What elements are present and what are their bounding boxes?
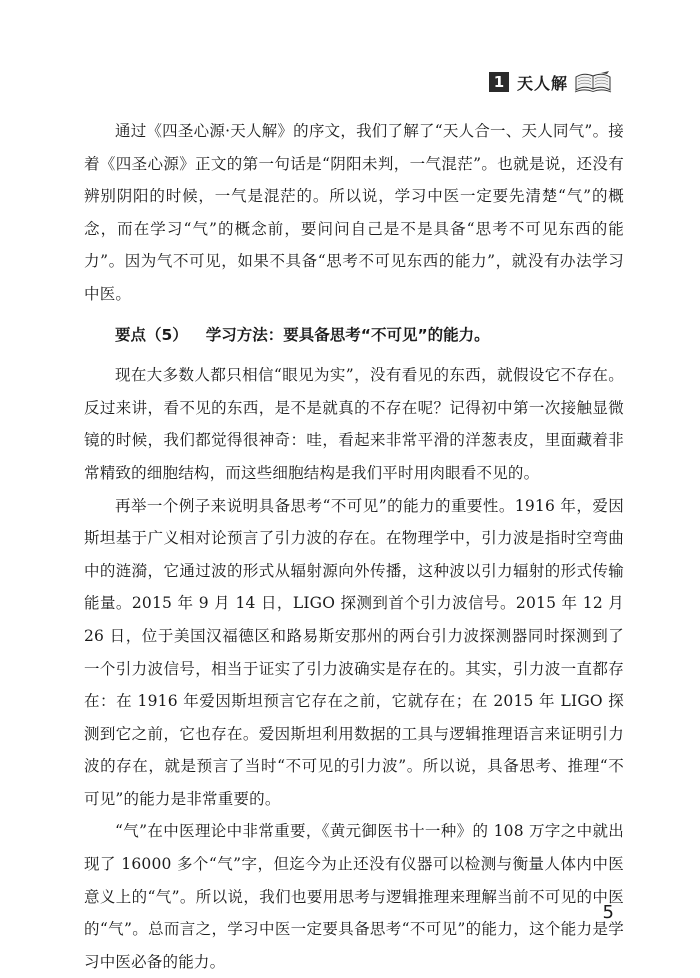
page-number: 5: [602, 902, 614, 923]
body-paragraph: 通过《四圣心源·天人解》的序文，我们了解了“天人合一、天人同气”。接着《四圣心源》正文的第一句话是“阴阳未判，一气混茫”。也就是说，还没有辨别阴阳的时候，一气是混茫的。所以说，学习中医一定要先清楚“气”的概念，而在学习“气”的概念前，要问问自己是不是具备“思考不可见东西的能力”。因为气不可见，如果不具备“思考不可见东西的能力”，就没有办法学习中医。: [84, 122, 624, 303]
page-header: [489, 70, 612, 94]
key-point-text: 学习方法：要具备思考“不可见”的能力。: [205, 325, 490, 344]
key-point-label: 要点（5）: [115, 325, 188, 344]
open-book-icon: [574, 70, 612, 94]
chapter-number-badge: 1: [489, 72, 509, 92]
body-paragraph: “气”在中医理论中非常重要，《黄元御医书十一种》的 108 万字之中就出现了 16000 多个“气”字，但迄今为止还没有仪器可以检测与衡量人体内中医意义上的“气”。所以说，我们也要用思考与逻辑推理来理解当前不可见的中医的“气”。总而言之，学习中医一定要具备思考“不可见”的能力，这个能力是学习中医必备的能力。: [84, 822, 624, 971]
key-point-heading: [84, 319, 624, 352]
page-content: [84, 115, 624, 978]
body-paragraph: 现在大多数人都只相信“眼见为实”，没有看见的东西，就假设它不存在。反过来讲，看不见的东西，是不是就真的不存在呢？记得初中第一次接触显微镜的时候，我们都觉得很神奇：哇，看起来非常平滑的洋葱表皮，里面藏着非常精致的细胞结构，而这些细胞结构是我们平时用肉眼看不见的。: [84, 366, 624, 482]
chapter-title: 天人解: [516, 73, 568, 93]
body-paragraph: 再举一个例子来说明具备思考“不可见”的能力的重要性。1916 年，爱因斯坦基于广义相对论预言了引力波的存在。在物理学中，引力波是指时空弯曲中的涟漪，它通过波的形式从辐射源向外传播，这种波以引力辐射的形式传输能量。2015 年 9 月 14 日，LIGO 探测到首个引力波信号。2015 年 12 月 26 日，位于美国汉福德区和路易斯安那州的两台引力波探测器同时探测到了一个引力波信号，相当于证实了引力波确实是存在的。其实，引力波一直都存在：在 1916 年爱因斯坦预言它存在之前，它就存在；在 2015 年 LIGO 探测到它之前，它也存在。爱因斯坦利用数据的工具与逻辑推理语言来证明引力波的存在，就是预言了当时“不可见的引力波”。所以说，具备思考、推理“不可见”的能力是非常重要的。: [84, 496, 624, 808]
